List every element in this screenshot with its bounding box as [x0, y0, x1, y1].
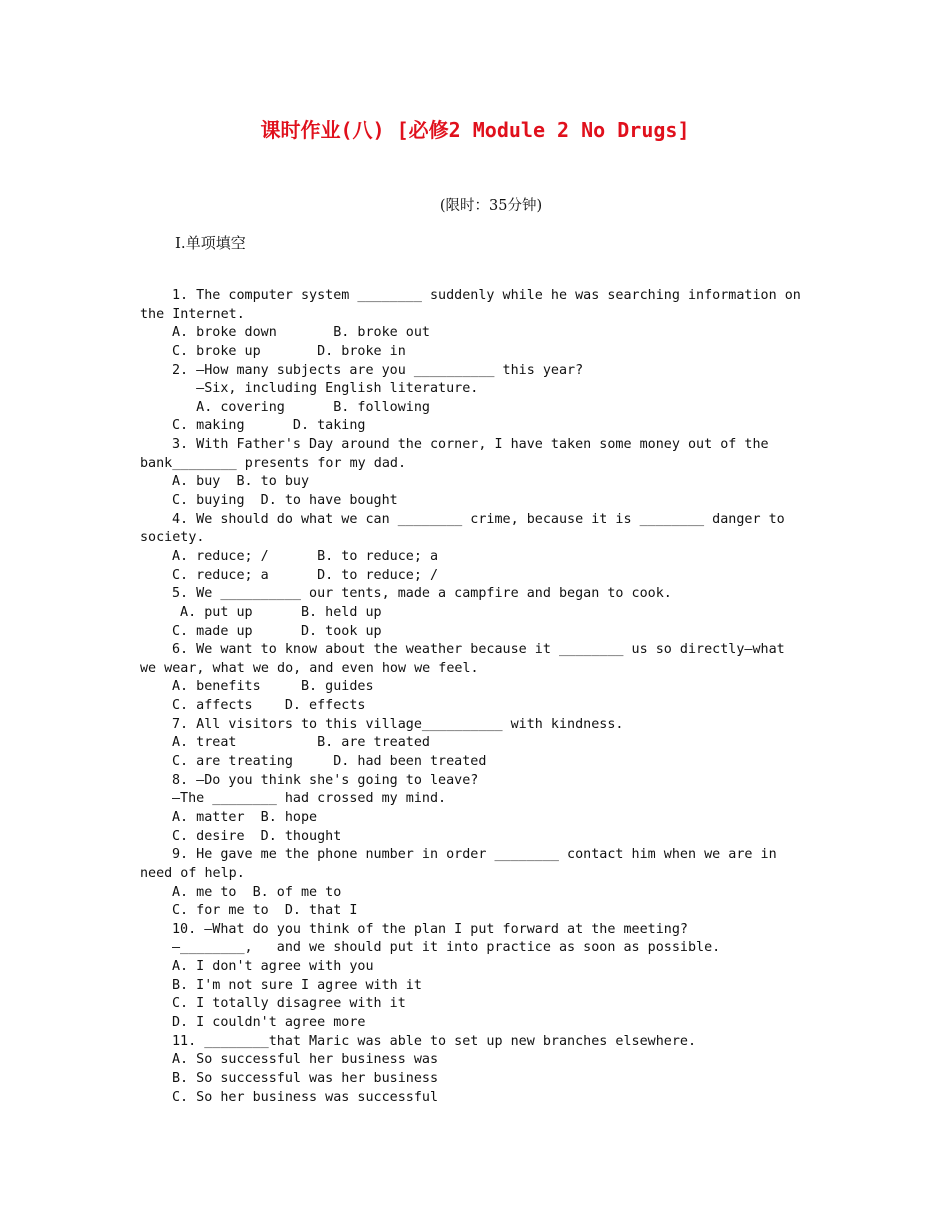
page-title: 课时作业(八) [必修2 Module 2 No Drugs]	[260, 118, 690, 142]
option-line: A. matter B. hope	[172, 809, 318, 825]
option-line: A. buy B. to buy	[172, 474, 310, 490]
option-line: C. affects D. effects	[172, 698, 366, 714]
text-line: the Internet.	[140, 306, 245, 322]
question-line: 10. —What do you think of the plan I put forward at the meeting?	[172, 921, 688, 937]
option-line: A. covering B. following	[172, 399, 430, 415]
option-line: B. I'm not sure I agree with it	[172, 977, 422, 993]
option-line: A. me to B. of me to	[172, 884, 342, 900]
question-line: 9. He gave me the phone number in order ________ contact him when we are in	[172, 847, 777, 863]
option-line: C. desire D. thought	[172, 828, 342, 844]
option-line: A. reduce; / B. to reduce; a	[172, 548, 439, 564]
question-line: 3. With Father's Day around the corner, I have taken some money out of the	[172, 437, 769, 453]
question-line: 2. —How many subjects are you __________ this year?	[172, 362, 584, 378]
option-line: A. I don't agree with you	[172, 959, 374, 975]
option-line: C. made up D. took up	[172, 623, 382, 639]
option-line: A. broke down B. broke out	[172, 325, 430, 341]
option-line: B. So successful was her business	[172, 1070, 439, 1086]
option-line: —________, and we should put it into practice as soon as possible.	[172, 940, 721, 956]
option-line: C. So her business was successful	[172, 1089, 439, 1105]
question-line: 7. All visitors to this village__________ with kindness.	[172, 716, 624, 732]
question-line: 5. We __________ our tents, made a campfire and began to cook.	[172, 586, 672, 602]
option-line: —The ________ had crossed my mind.	[172, 791, 447, 807]
text-line: society.	[140, 530, 205, 546]
option-line: A. treat B. are treated	[172, 735, 430, 751]
option-line: C. are treating D. had been treated	[172, 754, 487, 770]
question-line: 6. We want to know about the weather because it ________ us so directly—what	[172, 642, 785, 658]
question-line: 4. We should do what we can ________ crime, because it is ________ danger to	[172, 511, 785, 527]
question-line: 8. —Do you think she's going to leave?	[172, 772, 479, 788]
option-line: C. I totally disagree with it	[172, 996, 406, 1012]
time-limit: (限时：35分钟)	[439, 198, 543, 214]
option-line: D. I couldn't agree more	[172, 1014, 366, 1030]
option-line: A. benefits B. guides	[172, 679, 374, 695]
text-line: need of help.	[140, 865, 245, 881]
text-line: we wear, what we do, and even how we feel.	[140, 660, 479, 676]
question-line: 1. The computer system ________ suddenly while he was searching information on	[172, 288, 801, 303]
option-line: A. So successful her business was	[172, 1052, 439, 1068]
option-line: —Six, including English literature.	[172, 381, 479, 397]
option-line: C. for me to D. that I	[172, 903, 358, 919]
section-heading: Ⅰ.单项填空	[175, 234, 246, 252]
option-line: C. making D. taking	[172, 418, 366, 434]
option-line: C. reduce; a D. to reduce; /	[172, 567, 439, 583]
option-line: A. put up B. held up	[172, 604, 382, 620]
option-line: C. broke up D. broke in	[172, 343, 406, 359]
option-line: C. buying D. to have bought	[172, 493, 398, 509]
question-line: 11. ________that Maric was able to set up new branches elsewhere.	[172, 1033, 697, 1049]
text-line: bank________ presents for my dad.	[140, 455, 407, 471]
question-body	[140, 287, 820, 1107]
